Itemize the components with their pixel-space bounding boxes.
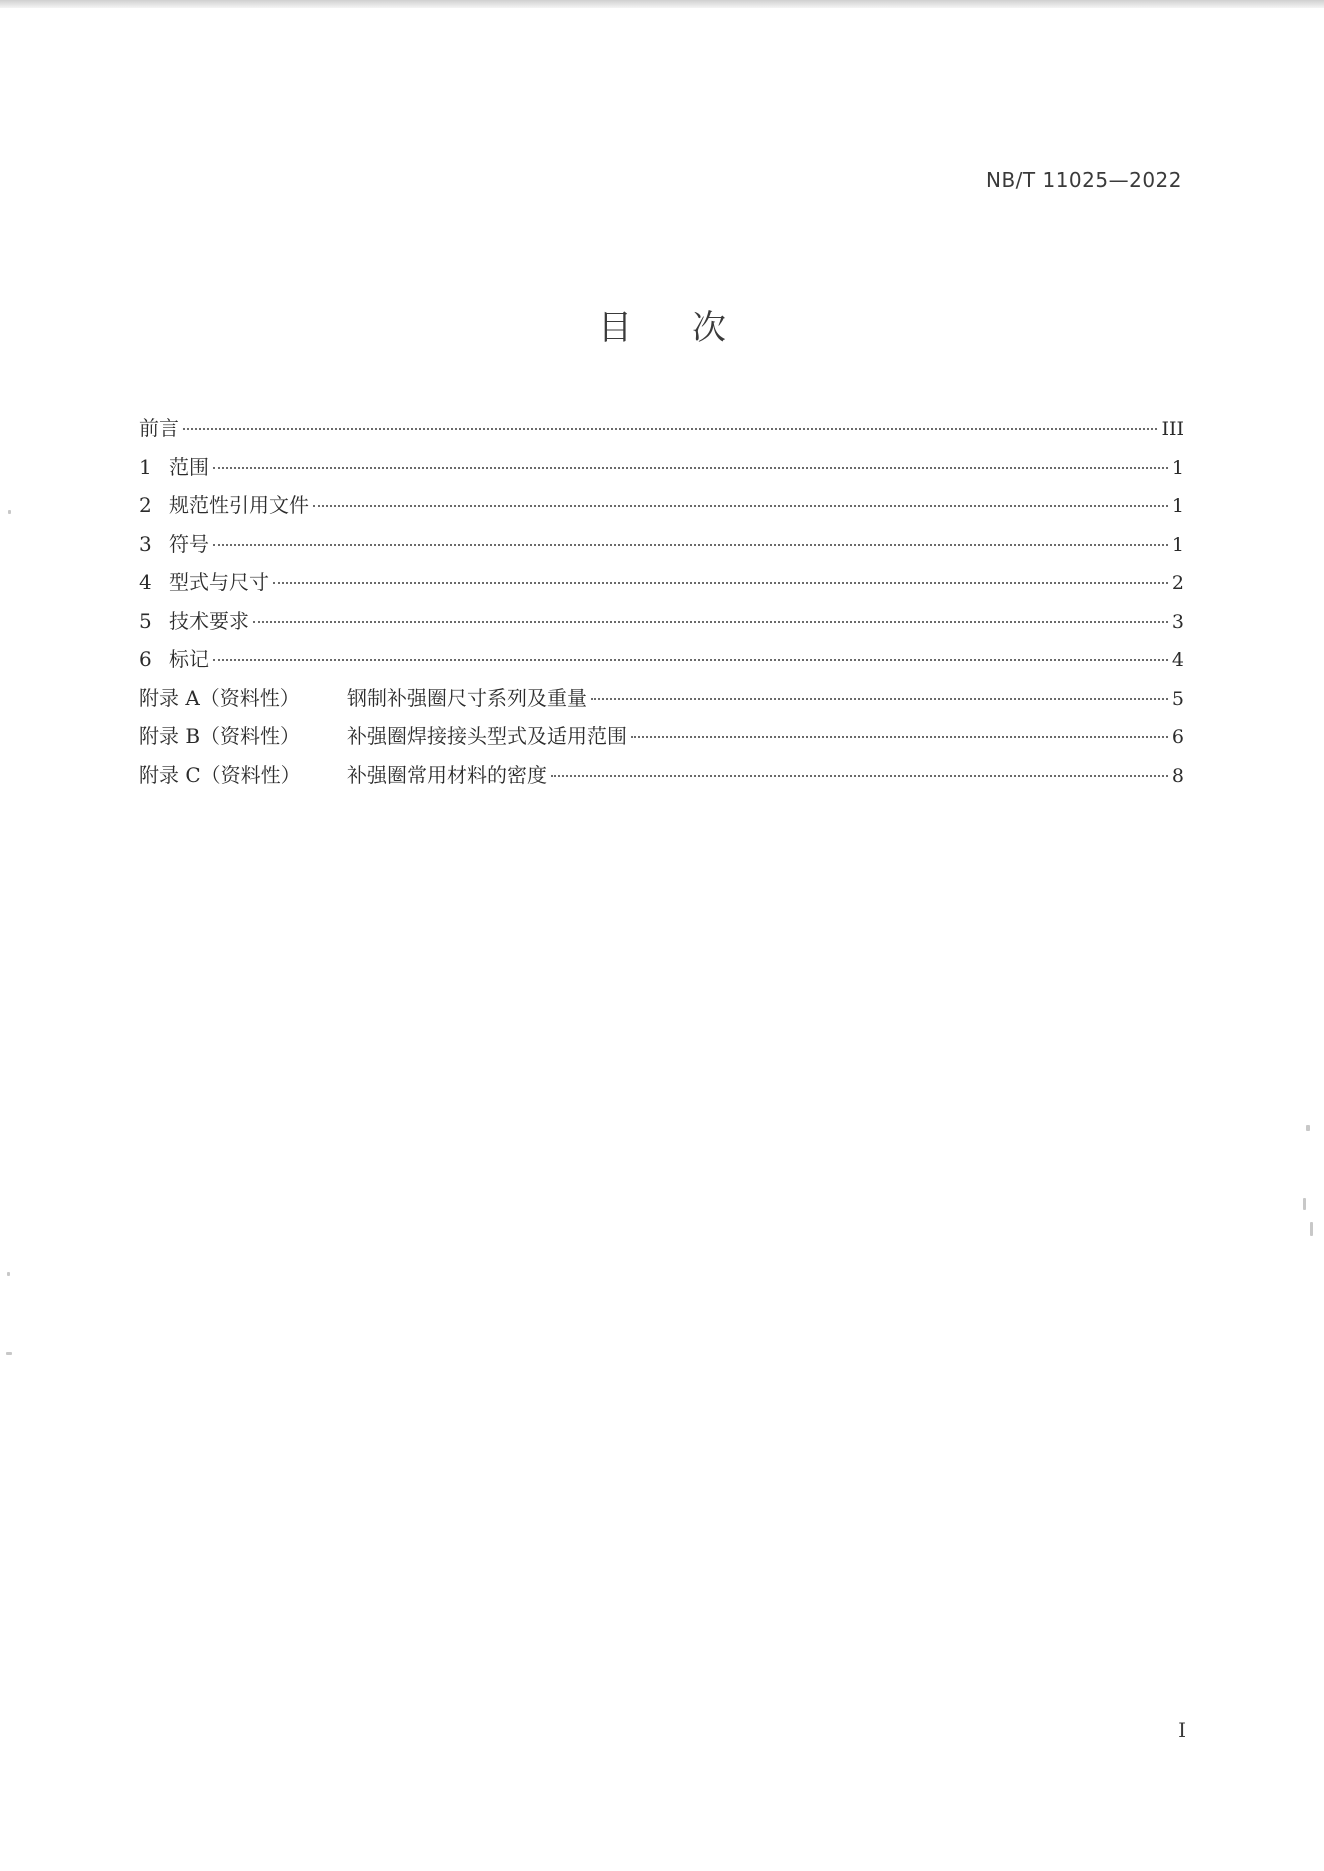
toc-dot-leader — [213, 544, 1168, 546]
toc-entry-foreword[interactable] — [139, 412, 1184, 451]
toc-entry-1[interactable] — [139, 451, 1184, 490]
toc-entry-page: 3 — [1171, 610, 1184, 633]
toc-appendix-label: 附录 A（资料性） — [139, 685, 300, 710]
scan-speck — [8, 510, 11, 514]
toc-dot-leader — [631, 736, 1168, 738]
toc-entry-appendix-c[interactable] — [139, 759, 1184, 798]
toc-dot-leader — [551, 775, 1168, 777]
toc-entry-page: 1 — [1171, 533, 1184, 556]
toc-entry-page: III — [1161, 418, 1184, 440]
page-number: I — [1178, 1718, 1186, 1742]
toc-entry-3[interactable] — [139, 528, 1184, 567]
toc-entry-4[interactable] — [139, 566, 1184, 605]
toc-entry-page: 6 — [1171, 726, 1184, 748]
toc-entry-number: 2 — [139, 493, 152, 517]
toc-entry-2[interactable] — [139, 489, 1184, 528]
document-number: NB/T 11025—2022 — [985, 168, 1182, 192]
scan-speck — [7, 1272, 10, 1276]
toc-entry-label: 补强圈焊接接头型式及适用范围 — [347, 724, 627, 748]
toc-entry-page: 4 — [1171, 649, 1184, 671]
toc-entry-label: 规范性引用文件 — [169, 493, 309, 517]
toc-entry-label: 符号 — [169, 531, 209, 556]
toc-entry-number: 1 — [139, 454, 152, 479]
toc-entry-appendix-a[interactable] — [139, 682, 1184, 721]
toc-entry-number: 4 — [139, 570, 152, 594]
toc-entry-label: 钢制补强圈尺寸系列及重量 — [347, 685, 587, 710]
scan-top-edge — [0, 0, 1324, 8]
toc-entry-label: 技术要求 — [169, 608, 249, 633]
toc-entry-label: 前言 — [139, 416, 179, 440]
toc-entry-number: 5 — [139, 608, 152, 633]
scan-speck — [1306, 1125, 1310, 1131]
toc-entry-label: 补强圈常用材料的密度 — [347, 762, 547, 787]
toc-dot-leader — [183, 428, 1157, 430]
scan-speck — [6, 1352, 12, 1355]
toc-entry-number: 3 — [139, 531, 152, 556]
toc-entry-page: 1 — [1171, 495, 1184, 517]
toc-entry-appendix-b[interactable] — [139, 720, 1184, 759]
toc-entry-label: 型式与尺寸 — [169, 570, 269, 594]
toc-appendix-label: 附录 B（资料性） — [139, 724, 301, 748]
toc-appendix-label: 附录 C（资料性） — [139, 762, 301, 787]
page-title: 目次 — [598, 308, 786, 348]
toc-entry-6[interactable] — [139, 643, 1184, 682]
toc-dot-leader — [273, 582, 1168, 584]
scan-speck — [1310, 1222, 1313, 1236]
toc-entry-label: 标记 — [169, 647, 209, 671]
toc-entry-page: 5 — [1171, 687, 1184, 710]
table-of-contents — [139, 412, 1184, 797]
toc-entry-label: 范围 — [169, 454, 209, 479]
toc-entry-page: 1 — [1171, 456, 1184, 479]
toc-entry-page: 2 — [1171, 572, 1184, 594]
toc-entry-number: 6 — [139, 647, 152, 671]
toc-entry-page: 8 — [1171, 764, 1184, 787]
scan-speck — [1303, 1198, 1306, 1210]
toc-dot-leader — [213, 659, 1168, 661]
toc-entry-5[interactable] — [139, 605, 1184, 644]
toc-dot-leader — [253, 621, 1168, 623]
toc-dot-leader — [313, 505, 1168, 507]
toc-dot-leader — [213, 467, 1168, 469]
toc-dot-leader — [591, 698, 1168, 700]
